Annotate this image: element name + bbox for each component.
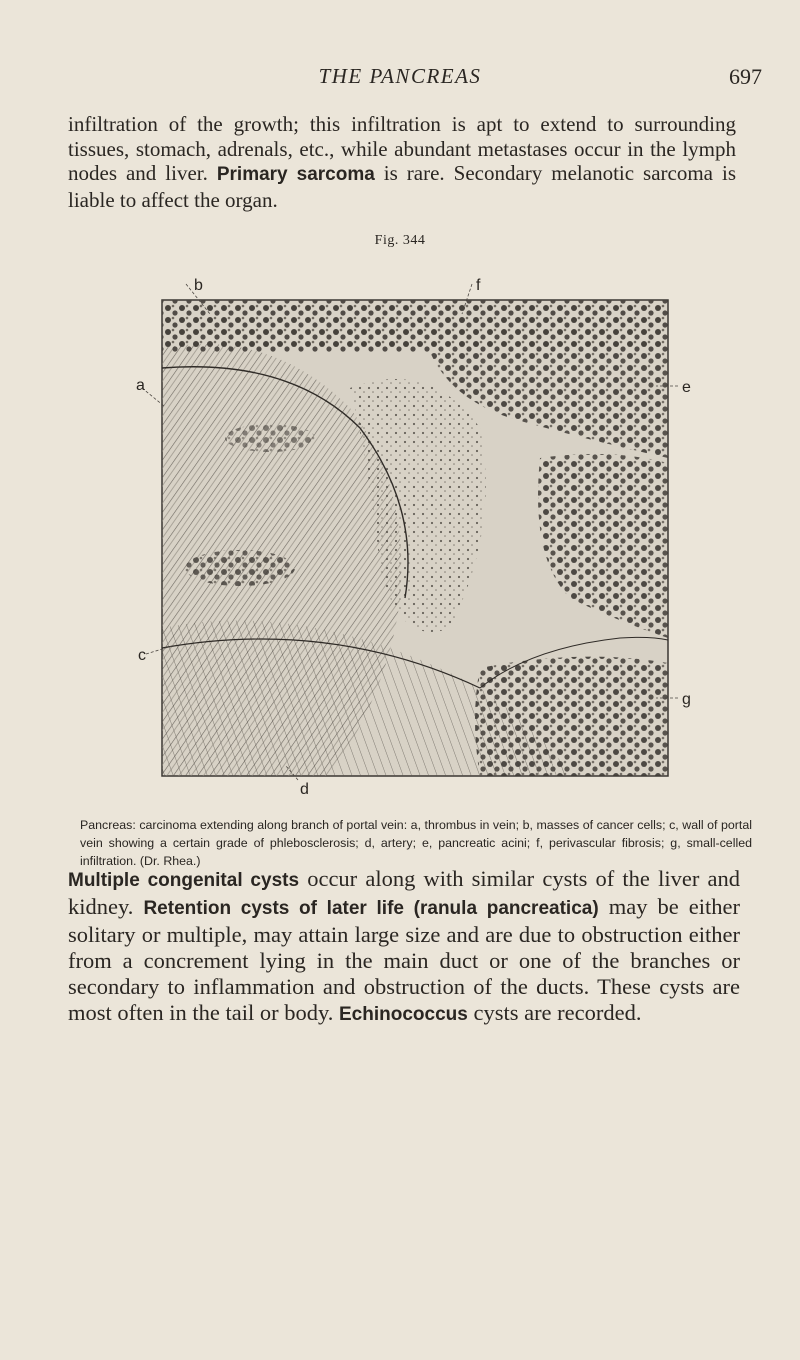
paragraph-2-text-b: may be either solitary or multiple, may attain large size and are due to obstruction either from a concrement lying in the main duct or one of the branches or secondary to inflammation and obstruction of the ducts. These cysts are most often in the tail or body. xyxy=(68,894,740,1025)
paragraph-2-text-a: occur along with similar cysts of the liver and kidney. xyxy=(68,866,740,919)
echinococcus-term: Echinococcus xyxy=(339,1004,468,1025)
label-b: b xyxy=(194,277,203,294)
paragraph-1-text-a: infiltration of the growth; this infiltration is apt to extend to surrounding tissues, stomach, adrenals, etc., while abundant metastases occur in the lymph nodes and liver. xyxy=(68,112,736,185)
multiple-congenital-cysts-term: Multiple congenital cysts xyxy=(68,870,300,891)
label-e: e xyxy=(682,379,691,396)
histology-figure xyxy=(136,268,710,798)
paragraph-2 xyxy=(68,866,740,1028)
figure-label: Fig. 344 xyxy=(374,233,426,248)
page-number: 697 xyxy=(729,64,762,89)
label-d: d xyxy=(300,781,309,798)
running-header xyxy=(0,64,800,92)
paragraph-1-text-b: is rare. Secondary melanotic sarcoma is liable to affect the organ. xyxy=(68,161,736,212)
label-a: a xyxy=(136,377,145,394)
retention-cysts-term: Retention cysts of later life (ranula pancreatica) xyxy=(143,898,599,919)
label-c: c xyxy=(138,647,146,664)
histology-illustration xyxy=(136,268,710,798)
primary-sarcoma-term: Primary sarcoma xyxy=(216,164,375,185)
running-title: THE PANCREAS xyxy=(318,64,482,88)
paragraph-1 xyxy=(68,112,736,212)
figure-caption: Pancreas: carcinoma extending along branch of portal vein: a, thrombus in vein; b, masses of cancer cells; c, wall of portal vein showing a certain grade of phlebosclerosis; d, artery; e, pancreatic acini; f, perivascular fibrosis; g, small-celled infiltration. (Dr. Rhea.) xyxy=(80,818,752,868)
label-g: g xyxy=(682,691,691,708)
label-f: f xyxy=(476,277,481,294)
paragraph-2-text-c: cysts are recorded. xyxy=(467,1000,642,1025)
